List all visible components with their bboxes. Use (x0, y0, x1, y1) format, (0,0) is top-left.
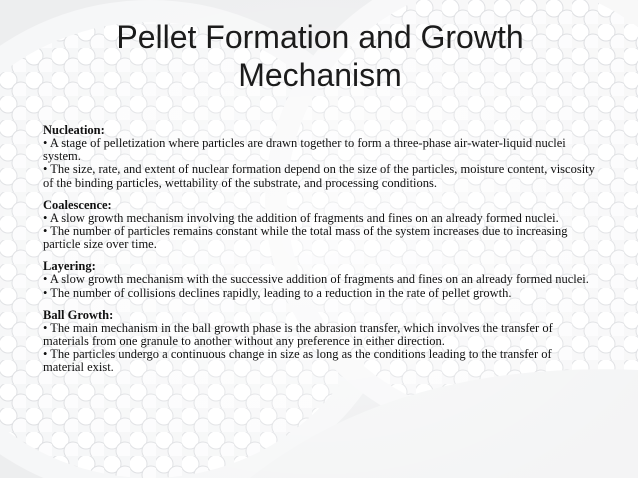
section-heading: Ball Growth: (43, 307, 114, 322)
slide-content (43, 124, 595, 384)
bullet-text: • A stage of pelletization where particles are drawn together to form a three-phase air-water-liquid nuclei system. (43, 137, 595, 163)
bullet-text: • The particles undergo a continuous change in size as long as the conditions leading to the transfer of material exist. (43, 348, 595, 374)
bullet-text: • The size, rate, and extent of nuclear formation depend on the size of the particles, moisture content, viscosity of the binding particles, wettability of the substrate, and processing conditions. (43, 163, 595, 189)
bullet-text: • The number of particles remains constant while the total mass of the system increases due to increasing particle size over time. (43, 225, 595, 251)
bullet-text: • The main mechanism in the ball growth phase is the abrasion transfer, which involves the transfer of materials from one granule to another without any preference in either direction. (43, 322, 595, 348)
section-layering (43, 260, 595, 299)
section-nucleation (43, 124, 595, 190)
bullet-text: • A slow growth mechanism involving the addition of fragments and fines on an already formed nuclei. (43, 212, 595, 225)
bullet-text: • The number of collisions declines rapidly, leading to a reduction in the rate of pellet growth. (43, 287, 595, 300)
slide-title: Pellet Formation and Growth Mechanism (116, 19, 524, 93)
section-heading: Coalescence: (43, 197, 112, 212)
section-ball-growth (43, 309, 595, 375)
section-heading: Layering: (43, 259, 96, 274)
section-heading: Nucleation: (43, 123, 105, 137)
bullet-text: • A slow growth mechanism with the successive addition of fragments and fines on an already formed nuclei. (43, 273, 595, 286)
section-coalescence (43, 199, 595, 252)
